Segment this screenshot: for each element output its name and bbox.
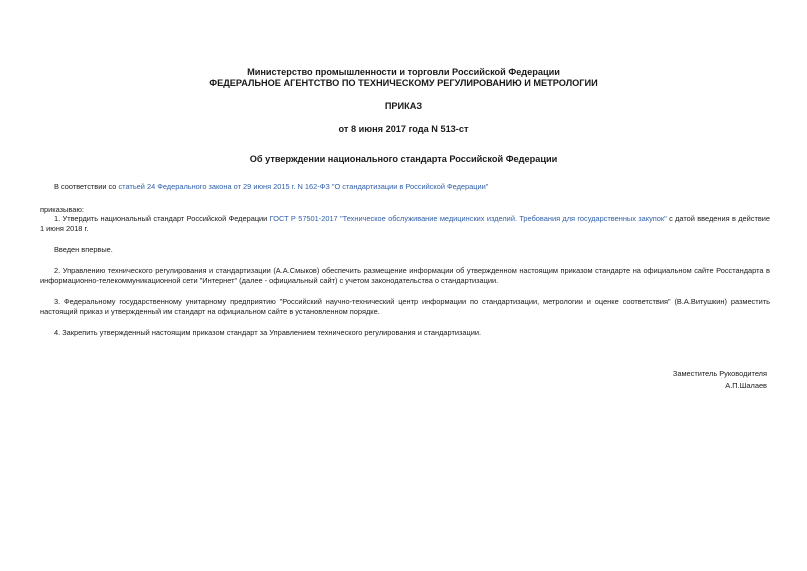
item1-suffix: с датой введения в действие 1 июня 2018 г. xyxy=(40,214,771,233)
signature-position: Заместитель Руководителя xyxy=(672,369,767,378)
document-type: ПРИКАЗ xyxy=(384,101,423,111)
gost-standard-link[interactable]: ГОСТ Р 57501-2017 "Техническое обслуживание медицинских изделий. Требования для государственных закупок" xyxy=(269,214,667,223)
intro-prefix: В соответствии со xyxy=(54,182,119,191)
document-date-number: от 8 июня 2017 года N 513-ст xyxy=(338,124,469,134)
order-item-4: 4. Закрепить утвержденный настоящим приказом стандарт за Управлением технического регулирования и стандартизации. xyxy=(54,328,482,337)
ministry-title: Министерство промышленности и торговли Российской Федерации xyxy=(247,67,560,77)
signature-name: А.П.Шалаев xyxy=(725,381,767,390)
item1-prefix: 1. Утвердить национальный стандарт Российской Федерации xyxy=(54,214,270,223)
introduced-note: Введен впервые. xyxy=(54,245,113,254)
orders-label: приказываю: xyxy=(40,205,84,214)
order-item-2: 2. Управлению технического регулирования и стандартизации (А.А.Смыков) обеспечить размещение информации об утвержденном настоящим приказом стандарте на официальном сайте Росстандарта в информационно-телекоммуникационной сети "Интернет" (далее - официальный сайт) с учетом законодательства о стандартизации. xyxy=(40,266,770,285)
order-item-3: 3. Федеральному государственному унитарному предприятию "Российский научно-технический центр информации по стандартизации, метрологии и оценке соответствия" (В.А.Витушкин) разместить настоящий приказ и утвержденный им стандарт на официальном сайте в установленном порядке. xyxy=(40,297,770,316)
agency-title: ФЕДЕРАЛЬНОЕ АГЕНТСТВО ПО ТЕХНИЧЕСКОМУ РЕГУЛИРОВАНИЮ И МЕТРОЛОГИИ xyxy=(209,78,598,88)
intro-paragraph xyxy=(54,182,774,192)
federal-law-link[interactable]: статьей 24 Федерального закона от 29 июня 2015 г. N 162-ФЗ "О стандартизации в Российской Федерации" xyxy=(118,182,489,191)
document-subject: Об утверждении национального стандарта Российской Федерации xyxy=(249,154,558,164)
order-item-1 xyxy=(40,214,770,234)
